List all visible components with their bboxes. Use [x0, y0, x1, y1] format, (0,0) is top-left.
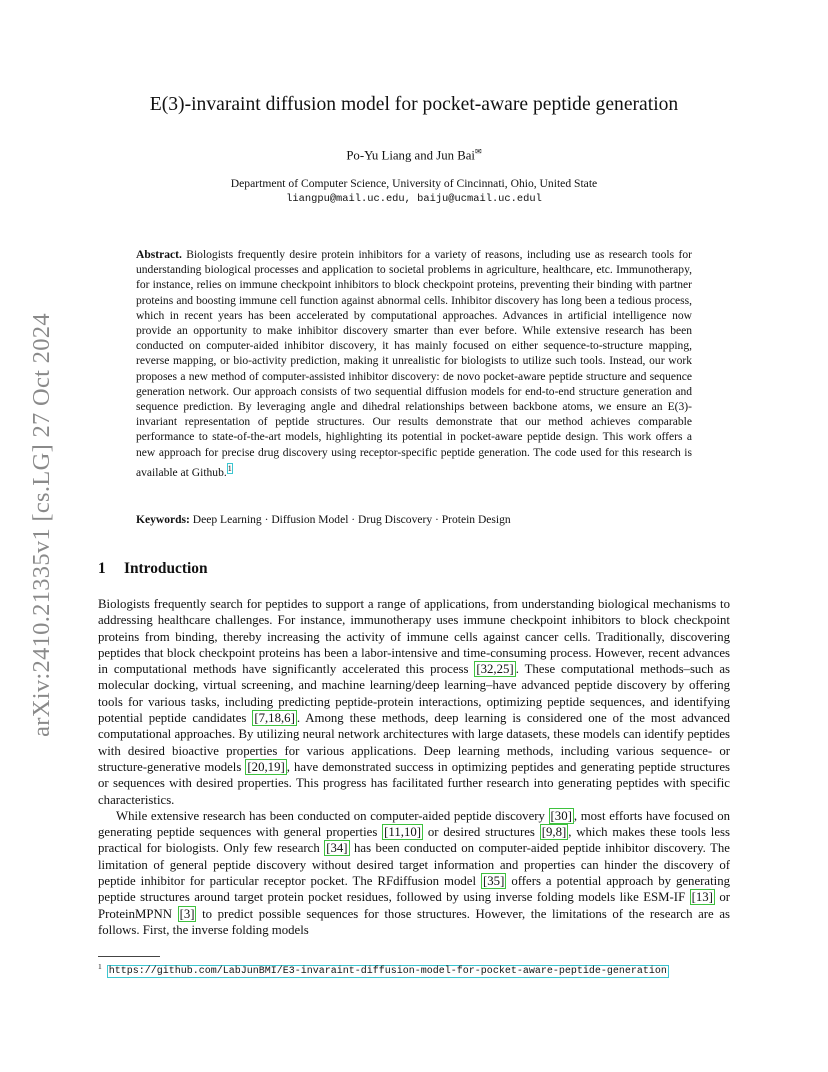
- text-run: has been conducted on computer-aided peptide inhibitor discovery. The limitation of general peptide discovery without desired target information and properties can hinder the discovery of peptide inhibitor for particular receptor pocket. The RFdiffusion model: [98, 841, 730, 889]
- abstract: [136, 248, 692, 481]
- affiliation: Department of Computer Science, University of Cincinnati, Ohio, United State: [230, 177, 598, 190]
- citation-link[interactable]: [13]: [691, 890, 713, 905]
- envelope-icon[interactable]: ✉: [474, 147, 482, 156]
- introduction-body: [98, 596, 730, 938]
- text-run: . Among these methods, deep learning is considered one of the most advanced computational approaches. By utilizing neural network architectures with large datasets, these models can identify peptides with desired bioactive properties for various applications. Deep learning methods, including various sequence- or structure-generative models: [98, 711, 731, 774]
- text-run: , most efforts have focused on generating peptide sequences with general properties: [98, 808, 731, 840]
- text-run: While extensive research has been conducted on computer-aided peptide discovery: [116, 808, 549, 823]
- intro-paragraph-2: [98, 808, 730, 938]
- keywords-text: Deep Learning · Diffusion Model · Drug Discovery · Protein Design: [192, 514, 511, 526]
- footnote: [98, 962, 738, 977]
- text-run: , which makes these tools less practical for biologists. Only few research: [98, 825, 730, 856]
- citation-link[interactable]: [7,18,6]: [254, 711, 295, 726]
- section-number: 1: [98, 560, 106, 577]
- text-run: or desired structures: [423, 825, 540, 840]
- section-title: Introduction: [124, 560, 208, 577]
- citation-link[interactable]: [30]: [550, 808, 572, 823]
- keywords: [136, 514, 692, 526]
- citation-link[interactable]: [9,8]: [541, 825, 567, 840]
- text-run: . These computational methods–such as molecular docking, virtual screening, and machine learning/deep learning–have advanced peptide discovery by offering tools for various tasks, including predicting peptide-protein interactions, optimizing peptide sequences, and identifying potential peptide candidates: [98, 662, 730, 726]
- text-run: or ProteinMPNN: [98, 890, 731, 921]
- paper-title: E(3)-invaraint diffusion model for pocket-aware peptide generation: [149, 94, 679, 115]
- author-emails[interactable]: liangpu@mail.uc.edu, baiju@ucmail.uc.edul: [286, 193, 542, 205]
- github-link[interactable]: https://github.com/LabJunBMI/E3-invaraint-diffusion-model-for-pocket-aware-peptide-generation: [108, 966, 667, 977]
- abstract-text: Biologists frequently desire protein inhibitors for a variety of reasons, including use as research tools for understanding biological processes and application to societal problems in agriculture, healthcare, etc. Immunotherapy, for instance, relies on immune checkpoint inhibitors to block checkpoint proteins, preventing their binding with partner proteins and boosting immune cell function against abnormal cells. Inhibitor discovery has long been a tedious process, which in recent years has been accelerated by computational approaches. Advances in artificial intelligence now provide an opportunity to make inhibitor discovery smarter than ever before. While extensive research has been conducted on computer-aided inhibitor discovery, it has mainly focused on either sequence-to-structure mapping, reverse mapping, or bio-activity prediction, making it unrealistic for biologists to utilize such tools. Instead, our work proposes a new method of computer-assisted inhibitor discovery: de novo pocket-aware peptide structure and sequence generation network. Our approach consists of two sequential diffusion models for end-to-end structure generation and sequence prediction. By leveraging angle and dihedral relationships between backbone atoms, we ensure an E(3)-invariant representation of peptide structures. Our results demonstrate that our method achieves comparable performance to state-of-the-art models, highlighting its potential in pocket-aware peptide design. This work offers a new approach for precise drug discovery using receptor-specific peptide generation. The code used for this research is available at Github.: [136, 249, 692, 479]
- citation-link[interactable]: [3]: [179, 906, 195, 921]
- section-heading: [98, 560, 208, 578]
- text-run: offers a potential approach by generating peptide structures around target protein pocket residues, followed by using inverse folding models like ESM-IF: [98, 874, 730, 905]
- citation-link[interactable]: [11,10]: [384, 825, 421, 840]
- footnote-mark: 1: [98, 962, 102, 971]
- keywords-label: Keywords:: [136, 514, 190, 526]
- abstract-label: Abstract.: [136, 249, 182, 261]
- authors: [100, 147, 728, 163]
- text-run: to predict possible sequences for those structures. However, the limitations of the research are as follows. First, the inverse folding models: [98, 906, 730, 937]
- text-run: Biologists frequently search for peptides to support a range of applications, from understanding biological mechanisms to addressing healthcare challenges. For instance, immunotherapy uses immune checkpoint inhibitors to block checkpoint proteins from binding, thereby increasing the activity of immune cells against cancer cells. Traditionally, discovering peptides that block checkpoint proteins has been a labor-intensive and time-consuming process. However, recent advances in computational methods have significantly accelerated this process: [98, 597, 730, 677]
- text-run: , have demonstrated success in optimizing peptides and generating peptide structures or sequences with desired properties. This progress has facilitated further research into generating peptides with specific characteristics.: [98, 759, 730, 807]
- footnote-divider: [98, 956, 160, 957]
- arxiv-identifier: [20, 290, 64, 760]
- arxiv-identifier-text: arXiv:2410.21335v1 [cs.LG] 27 Oct 2024: [28, 313, 55, 737]
- author-names: Po-Yu Liang and Jun Bai: [346, 148, 475, 163]
- intro-paragraph-1: [98, 596, 730, 808]
- citation-link[interactable]: [32,25]: [476, 662, 514, 677]
- citation-link[interactable]: [35]: [483, 874, 505, 889]
- citation-link[interactable]: [34]: [326, 841, 348, 856]
- citation-link[interactable]: [20,19]: [247, 759, 285, 774]
- footnote-ref[interactable]: 1: [227, 463, 232, 473]
